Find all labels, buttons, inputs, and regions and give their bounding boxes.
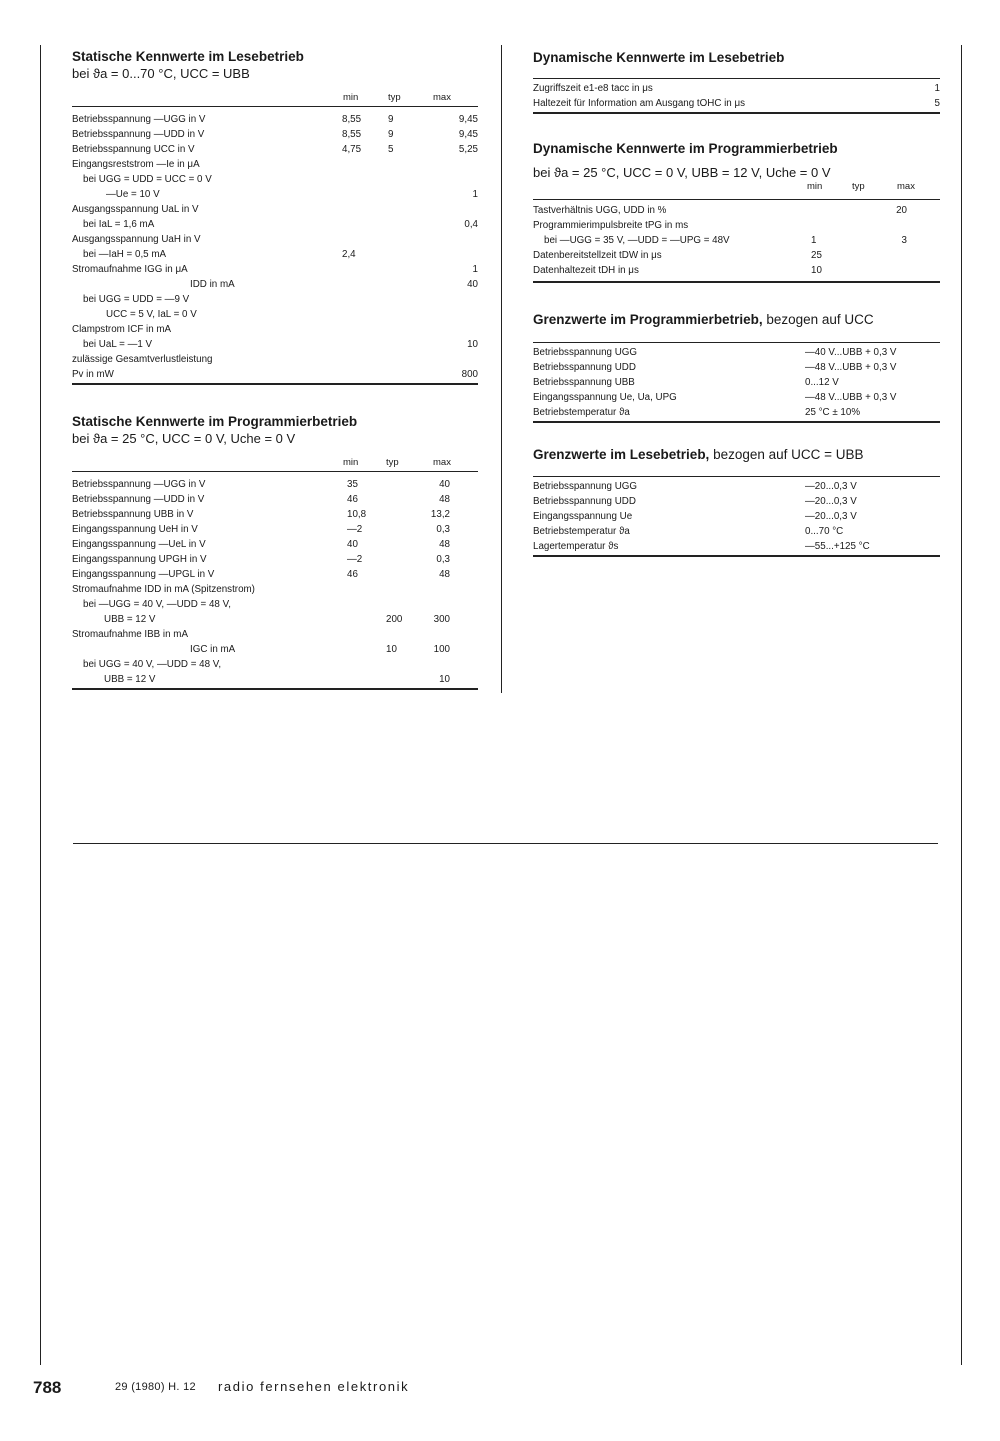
min-value: 8,55: [342, 129, 362, 140]
row-label: Eingangsspannung —UPGL in V: [72, 569, 215, 580]
col-min-header: min: [807, 181, 823, 192]
table-row: [72, 507, 478, 522]
row-label: Betriebsspannung UGG: [533, 481, 638, 492]
max-value: 9,45: [458, 114, 478, 125]
row-label: Stromaufnahme IDD in mA (Spitzenstrom): [72, 584, 255, 595]
max-value: 10: [467, 339, 478, 350]
limit-value: —20...0,3 V: [805, 481, 857, 492]
content-end-line: [73, 843, 938, 844]
row-label: bei UGG = 40 V, —UDD = 48 V,: [83, 659, 222, 670]
max-value: 1: [934, 83, 940, 94]
table-row: [72, 537, 478, 552]
typ-value: 9: [388, 114, 394, 125]
limit-value: 0...12 V: [805, 377, 839, 388]
column-divider-line: [501, 45, 502, 693]
column-headers: [533, 181, 940, 195]
row-label: IGC in mA: [190, 644, 236, 655]
max-value: 300: [433, 614, 450, 625]
table-row: [533, 233, 940, 248]
table-row: [533, 96, 940, 111]
min-value: 4,75: [342, 144, 362, 155]
row-label: bei UGG = UDD = —9 V: [83, 294, 190, 305]
col-min-header: min: [343, 457, 359, 468]
issue-info: 29 (1980) H. 12: [115, 1381, 196, 1393]
row-label: bei UGG = UDD = UCC = 0 V: [83, 174, 212, 185]
min-value: 10: [811, 265, 822, 276]
row-label: Haltezeit für Information am Ausgang tOHC in μs: [533, 98, 746, 109]
table-row: [533, 494, 940, 509]
table-row: [72, 582, 478, 597]
right-margin-line: [961, 45, 962, 1365]
row-label: Betriebsspannung —UDD in V: [72, 494, 205, 505]
row-label: zulässige Gesamtverlustleistung: [72, 354, 213, 365]
table-row: [72, 627, 478, 642]
page-number: 788: [33, 1378, 62, 1397]
table-row: [533, 524, 940, 539]
limits-program-section: [533, 311, 940, 423]
max-value: 40: [439, 479, 450, 490]
typ-value: 9: [388, 129, 394, 140]
col-max-header: max: [433, 92, 451, 103]
table-row: [72, 477, 478, 492]
table-row: [72, 567, 478, 582]
table-row: [72, 642, 478, 657]
table-row: [533, 539, 940, 554]
left-margin-line: [40, 45, 41, 1365]
column-headers: [72, 92, 478, 106]
table-row: [72, 172, 478, 187]
min-value: 8,55: [342, 114, 362, 125]
table-row: [72, 352, 478, 367]
table-row: [72, 202, 478, 217]
min-value: —2: [347, 554, 363, 565]
table-row: [533, 345, 940, 360]
table-row: [72, 277, 478, 292]
max-value: 10: [439, 674, 450, 685]
table-row: [72, 142, 478, 157]
section-title: Dynamische Kennwerte im Programmierbetrieb: [533, 141, 838, 156]
row-label: bei —UGG = 35 V, —UDD = —UPG = 48V: [544, 235, 730, 246]
min-value: 40: [347, 539, 358, 550]
row-label: Datenbereitstellzeit tDW in μs: [533, 250, 662, 261]
section-title-bold: Grenzwerte im Programmierbetrieb,: [533, 312, 763, 327]
row-label: Stromaufnahme IGG in μA: [72, 264, 188, 275]
table-row: [72, 552, 478, 567]
max-value: 40: [467, 279, 478, 290]
section-title: Dynamische Kennwerte im Lesebetrieb: [533, 50, 785, 65]
section-title: [533, 446, 940, 463]
table-row: [72, 262, 478, 277]
max-value: 100: [433, 644, 450, 655]
table-row: [533, 263, 940, 278]
row-label: —Ue = 10 V: [106, 189, 160, 200]
section-title: Statische Kennwerte im Lesebetrieb: [72, 49, 304, 64]
max-value: 5,25: [458, 144, 478, 155]
table-row: [533, 203, 940, 218]
table-row: [72, 157, 478, 172]
limits-read-section: [533, 446, 940, 557]
row-label: bei —UGG = 40 V, —UDD = 48 V,: [83, 599, 231, 610]
row-label: Betriebsspannung —UGG in V: [72, 114, 206, 125]
table-row: [72, 492, 478, 507]
max-value: 0,4: [464, 219, 478, 230]
max-value: 800: [461, 369, 478, 380]
max-value: 0,3: [436, 524, 450, 535]
typ-value: 5: [388, 144, 394, 155]
column-headers: [72, 457, 478, 471]
static-read-table: [72, 112, 478, 382]
row-label: Clampstrom ICF in mA: [72, 324, 172, 335]
table-row: [72, 217, 478, 232]
static-program-table: [72, 477, 478, 687]
dynamic-read-section: [533, 49, 940, 114]
col-typ-header: typ: [852, 181, 865, 192]
row-label: Programmierimpulsbreite tPG in ms: [533, 220, 689, 231]
row-label: Lagertemperatur ϑs: [533, 541, 619, 552]
min-value: 25: [811, 250, 822, 261]
table-row: [72, 112, 478, 127]
section-title-bold: Grenzwerte im Lesebetrieb,: [533, 447, 710, 462]
section-conditions: bei ϑa = 25 °C, UCC = 0 V, UBB = 12 V, Uche = 0 V: [533, 165, 831, 180]
table-row: [72, 612, 478, 627]
table-rule-bottom: [533, 555, 940, 557]
table-row: [72, 337, 478, 352]
section-title-suffix: bezogen auf UCC: [766, 312, 874, 327]
dynamic-program-section: [533, 140, 940, 283]
col-typ-header: typ: [388, 92, 401, 103]
row-label: Betriebsspannung UBB in V: [72, 509, 194, 520]
max-value: 20: [896, 205, 907, 216]
limit-value: —48 V...UBB + 0,3 V: [805, 392, 897, 403]
row-label: Eingangsspannung UPGH in V: [72, 554, 207, 565]
row-label: Betriebsspannung UCC in V: [72, 144, 195, 155]
row-label: UCC = 5 V, IaL = 0 V: [106, 309, 197, 320]
section-title-suffix: bezogen auf UCC = UBB: [713, 447, 864, 462]
table-row: [533, 248, 940, 263]
table-row: [533, 479, 940, 494]
row-label: Betriebsspannung UGG: [533, 347, 638, 358]
row-label: Zugriffszeit e1-e8 tacc in μs: [533, 83, 653, 94]
row-label: Ausgangsspannung UaH in V: [72, 234, 201, 245]
col-max-header: max: [433, 457, 451, 468]
max-value: 13,2: [430, 509, 450, 520]
table-row: [533, 81, 940, 96]
static-program-section: [72, 413, 478, 690]
table-row: [72, 322, 478, 337]
row-label: bei UaL = —1 V: [83, 339, 153, 350]
limit-value: —55...+125 °C: [805, 541, 870, 552]
row-label: bei IaL = 1,6 mA: [83, 219, 155, 230]
typ-value: 10: [386, 644, 397, 655]
table-row: [72, 367, 478, 382]
min-value: 2,4: [342, 249, 356, 260]
table-row: [533, 360, 940, 375]
row-label: Pv in mW: [72, 369, 114, 380]
section-conditions: bei ϑa = 0...70 °C, UCC = UBB: [72, 66, 250, 81]
max-value: 1: [472, 264, 478, 275]
row-label: Eingangsspannung UeH in V: [72, 524, 198, 535]
row-label: UBB = 12 V: [104, 614, 156, 625]
row-label: Eingangsspannung Ue: [533, 511, 633, 522]
row-label: Eingangsspannung —UeL in V: [72, 539, 206, 550]
row-label: IDD in mA: [190, 279, 235, 290]
min-value: 46: [347, 494, 358, 505]
table-row: [72, 232, 478, 247]
table-row: [72, 522, 478, 537]
table-rule-bottom: [533, 421, 940, 423]
table-row: [533, 509, 940, 524]
limit-value: 25 °C ± 10%: [805, 407, 861, 418]
typ-value: 200: [386, 614, 403, 625]
dynamic-program-table: [533, 203, 940, 278]
row-label: Betriebstemperatur ϑa: [533, 407, 630, 418]
row-label: Eingangsspannung Ue, Ua, UPG: [533, 392, 677, 403]
max-value: 0,3: [436, 554, 450, 565]
max-value: 3: [901, 235, 907, 246]
table-row: [72, 307, 478, 322]
max-value: 1: [472, 189, 478, 200]
row-label: Datenhaltezeit tDH in μs: [533, 265, 639, 276]
col-min-header: min: [343, 92, 359, 103]
row-label: Betriebsspannung —UDD in V: [72, 129, 205, 140]
table-row: [533, 218, 940, 233]
table-row: [533, 405, 940, 420]
journal-name: radio fernsehen elektronik: [218, 1379, 410, 1394]
max-value: 5: [934, 98, 940, 109]
row-label: Stromaufnahme IBB in mA: [72, 629, 188, 640]
table-row: [72, 127, 478, 142]
row-label: Ausgangsspannung UaL in V: [72, 204, 199, 215]
table-rule-bottom: [533, 112, 940, 114]
table-row: [72, 597, 478, 612]
table-row: [72, 187, 478, 202]
section-conditions: bei ϑa = 25 °C, UCC = 0 V, Uche = 0 V: [72, 431, 296, 446]
row-label: Eingangsreststrom —Ie in μA: [72, 159, 200, 170]
limit-value: —20...0,3 V: [805, 511, 857, 522]
section-title: Statische Kennwerte im Programmierbetrieb: [72, 414, 358, 429]
table-rule-bottom: [533, 281, 940, 283]
table-row: [533, 375, 940, 390]
max-value: 48: [439, 569, 450, 580]
limits-read-table: [533, 479, 940, 554]
limit-value: —40 V...UBB + 0,3 V: [805, 347, 897, 358]
table-row: [72, 247, 478, 262]
section-title: [533, 311, 940, 328]
table-row: [72, 292, 478, 307]
limit-value: —48 V...UBB + 0,3 V: [805, 362, 897, 373]
row-label: Betriebsspannung UBB: [533, 377, 635, 388]
max-value: 48: [439, 539, 450, 550]
limits-program-table: [533, 345, 940, 420]
row-label: UBB = 12 V: [104, 674, 156, 685]
table-rule-bottom: [72, 688, 478, 690]
limit-value: 0...70 °C: [805, 526, 844, 537]
dynamic-read-table: [533, 81, 940, 111]
table-rule-bottom: [72, 383, 478, 385]
min-value: —2: [347, 524, 363, 535]
row-label: Betriebstemperatur ϑa: [533, 526, 630, 537]
row-label: Betriebsspannung UDD: [533, 362, 636, 373]
col-max-header: max: [897, 181, 915, 192]
limit-value: —20...0,3 V: [805, 496, 857, 507]
max-value: 48: [439, 494, 450, 505]
min-value: 46: [347, 569, 358, 580]
table-row: [533, 390, 940, 405]
row-label: bei —IaH = 0,5 mA: [83, 249, 167, 260]
col-typ-header: typ: [386, 457, 399, 468]
min-value: 10,8: [347, 509, 367, 520]
row-label: Tastverhältnis UGG, UDD in %: [533, 205, 667, 216]
table-row: [72, 657, 478, 672]
static-read-section: [72, 48, 478, 385]
min-value: 1: [811, 235, 817, 246]
min-value: 35: [347, 479, 358, 490]
max-value: 9,45: [458, 129, 478, 140]
row-label: Betriebsspannung UDD: [533, 496, 636, 507]
table-row: [72, 672, 478, 687]
row-label: Betriebsspannung —UGG in V: [72, 479, 206, 490]
